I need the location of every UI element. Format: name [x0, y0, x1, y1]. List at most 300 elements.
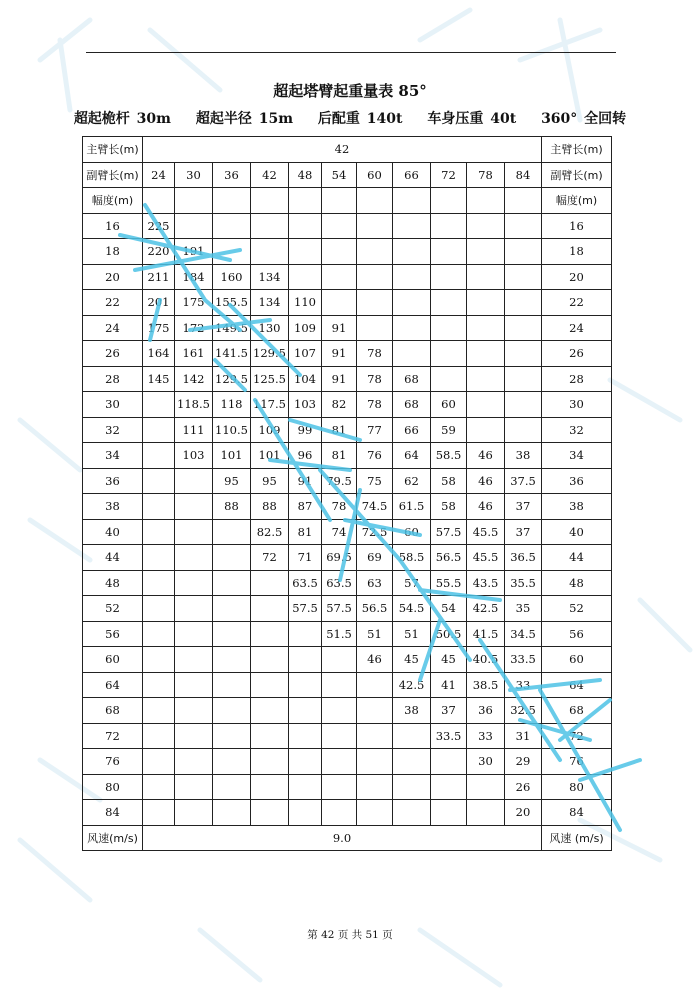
radius-cell: 34	[83, 443, 143, 469]
capacity-cell	[143, 417, 175, 443]
capacity-cell: 101	[251, 443, 289, 469]
capacity-cell	[213, 239, 251, 265]
capacity-cell: 33.5	[505, 647, 542, 673]
capacity-cell	[467, 213, 505, 239]
jib-length-header: 42	[251, 162, 289, 188]
radius-cell-right: 72	[542, 723, 612, 749]
capacity-cell: 109	[251, 417, 289, 443]
capacity-cell: 211	[143, 264, 175, 290]
capacity-cell	[213, 570, 251, 596]
capacity-cell	[143, 672, 175, 698]
table-row	[83, 264, 612, 290]
jib-length-header: 36	[213, 162, 251, 188]
capacity-cell	[431, 239, 467, 265]
radius-cell-right: 20	[542, 264, 612, 290]
capacity-cell: 37	[505, 519, 542, 545]
main-boom-value: 42	[143, 137, 542, 163]
table-row	[83, 239, 612, 265]
capacity-cell	[393, 213, 431, 239]
capacity-cell	[143, 698, 175, 724]
capacity-cell	[175, 621, 213, 647]
capacity-cell: 61.5	[393, 494, 431, 520]
capacity-cell	[289, 213, 322, 239]
capacity-cell	[357, 698, 393, 724]
radius-cell: 56	[83, 621, 143, 647]
capacity-cell	[393, 341, 431, 367]
capacity-cell: 161	[175, 341, 213, 367]
capacity-cell: 32.5	[505, 698, 542, 724]
radius-cell-right: 68	[542, 698, 612, 724]
capacity-cell	[393, 290, 431, 316]
radius-cell-right: 84	[542, 800, 612, 826]
jib-length-row	[83, 162, 612, 188]
wind-speed-label-right: 风速 (m/s)	[542, 825, 612, 851]
capacity-cell	[322, 290, 357, 316]
capacity-cell: 201	[143, 290, 175, 316]
capacity-cell: 184	[175, 264, 213, 290]
empty-cell	[143, 188, 175, 214]
radius-cell: 76	[83, 749, 143, 775]
main-boom-label-right: 主臂长(m)	[542, 137, 612, 163]
radius-header-row	[83, 188, 612, 214]
capacity-cell	[505, 239, 542, 265]
table-row	[83, 519, 612, 545]
radius-cell: 28	[83, 366, 143, 392]
capacity-cell: 58	[431, 468, 467, 494]
empty-cell	[505, 188, 542, 214]
capacity-cell: 38.5	[467, 672, 505, 698]
capacity-cell	[357, 239, 393, 265]
capacity-cell	[357, 672, 393, 698]
capacity-cell	[505, 366, 542, 392]
capacity-cell: 68	[393, 366, 431, 392]
main-boom-label: 主臂长(m)	[83, 137, 143, 163]
capacity-cell: 41.5	[467, 621, 505, 647]
capacity-cell	[213, 519, 251, 545]
capacity-cell: 35	[505, 596, 542, 622]
capacity-cell	[143, 774, 175, 800]
radius-cell: 40	[83, 519, 143, 545]
capacity-cell: 64	[393, 443, 431, 469]
jib-length-header: 78	[467, 162, 505, 188]
radius-cell: 36	[83, 468, 143, 494]
capacity-cell: 51.5	[322, 621, 357, 647]
capacity-cell	[393, 723, 431, 749]
capacity-cell: 37.5	[505, 468, 542, 494]
jib-length-header: 54	[322, 162, 357, 188]
capacity-cell: 57.5	[431, 519, 467, 545]
capacity-cell	[143, 596, 175, 622]
capacity-cell	[289, 647, 322, 673]
capacity-cell	[322, 647, 357, 673]
capacity-cell: 87	[289, 494, 322, 520]
capacity-cell: 36	[467, 698, 505, 724]
table-row	[83, 290, 612, 316]
empty-cell	[289, 188, 322, 214]
table-row	[83, 494, 612, 520]
capacity-cell: 175	[143, 315, 175, 341]
capacity-cell	[322, 800, 357, 826]
radius-cell: 52	[83, 596, 143, 622]
capacity-cell	[322, 239, 357, 265]
capacity-cell	[289, 749, 322, 775]
capacity-cell: 191	[175, 239, 213, 265]
capacity-cell: 58	[431, 494, 467, 520]
capacity-cell	[175, 519, 213, 545]
capacity-cell: 30	[467, 749, 505, 775]
capacity-cell	[467, 392, 505, 418]
capacity-cell	[175, 647, 213, 673]
radius-cell: 20	[83, 264, 143, 290]
empty-cell	[175, 188, 213, 214]
capacity-cell	[357, 774, 393, 800]
capacity-cell	[393, 749, 431, 775]
radius-cell-right: 16	[542, 213, 612, 239]
carbody-weight: 车身压重 40t	[427, 111, 517, 127]
capacity-cell: 101	[213, 443, 251, 469]
capacity-cell	[431, 366, 467, 392]
capacity-cell	[251, 239, 289, 265]
capacity-cell: 134	[251, 290, 289, 316]
super-radius: 超起半径 15m	[195, 111, 294, 127]
capacity-cell	[431, 290, 467, 316]
radius-cell-right: 28	[542, 366, 612, 392]
slew-range: 360° 全回转	[541, 111, 627, 127]
capacity-cell: 78	[357, 366, 393, 392]
capacity-cell: 95	[251, 468, 289, 494]
empty-cell	[393, 188, 431, 214]
capacity-cell: 41	[431, 672, 467, 698]
capacity-cell: 220	[143, 239, 175, 265]
capacity-cell: 78	[357, 392, 393, 418]
capacity-cell	[213, 621, 251, 647]
capacity-cell: 57	[393, 570, 431, 596]
capacity-cell: 125.5	[251, 366, 289, 392]
capacity-cell	[431, 213, 467, 239]
capacity-cell: 149.5	[213, 315, 251, 341]
capacity-cell	[175, 774, 213, 800]
wind-speed-row	[83, 825, 612, 851]
table-row	[83, 468, 612, 494]
capacity-cell	[393, 264, 431, 290]
table-row	[83, 723, 612, 749]
capacity-cell	[467, 239, 505, 265]
radius-cell-right: 18	[542, 239, 612, 265]
capacity-cell: 66	[393, 417, 431, 443]
capacity-cell: 118.5	[175, 392, 213, 418]
capacity-cell	[393, 774, 431, 800]
capacity-cell	[505, 264, 542, 290]
capacity-cell	[213, 749, 251, 775]
capacity-cell	[357, 800, 393, 826]
capacity-cell: 51	[357, 621, 393, 647]
capacity-cell	[357, 315, 393, 341]
radius-cell-right: 40	[542, 519, 612, 545]
capacity-cell: 59	[431, 417, 467, 443]
radius-label: 幅度(m)	[83, 188, 143, 214]
capacity-cell	[251, 647, 289, 673]
capacity-cell: 145	[143, 366, 175, 392]
radius-cell-right: 30	[542, 392, 612, 418]
capacity-cell: 29	[505, 749, 542, 775]
capacity-cell: 117.5	[251, 392, 289, 418]
capacity-cell	[251, 596, 289, 622]
capacity-cell	[143, 545, 175, 571]
radius-cell-right: 80	[542, 774, 612, 800]
capacity-cell	[213, 647, 251, 673]
wind-speed-value: 9.0	[143, 825, 542, 851]
capacity-cell: 38	[393, 698, 431, 724]
capacity-cell	[505, 392, 542, 418]
table-row	[83, 596, 612, 622]
capacity-cell	[467, 341, 505, 367]
radius-cell-right: 64	[542, 672, 612, 698]
capacity-cell	[175, 468, 213, 494]
capacity-cell	[505, 315, 542, 341]
table-row	[83, 417, 612, 443]
capacity-cell	[289, 800, 322, 826]
radius-label-right: 幅度(m)	[542, 188, 612, 214]
table-row	[83, 545, 612, 571]
capacity-cell: 81	[322, 443, 357, 469]
capacity-cell	[251, 213, 289, 239]
capacity-cell: 63.5	[289, 570, 322, 596]
capacity-cell: 42.5	[393, 672, 431, 698]
capacity-cell: 63	[357, 570, 393, 596]
table-row	[83, 341, 612, 367]
radius-cell: 16	[83, 213, 143, 239]
radius-cell: 24	[83, 315, 143, 341]
capacity-cell	[467, 315, 505, 341]
wind-speed-label: 风速(m/s)	[83, 825, 143, 851]
capacity-cell: 110.5	[213, 417, 251, 443]
capacity-cell: 63.5	[322, 570, 357, 596]
capacity-cell	[505, 213, 542, 239]
capacity-cell: 134	[251, 264, 289, 290]
capacity-cell	[393, 239, 431, 265]
capacity-cell: 103	[175, 443, 213, 469]
capacity-cell	[289, 774, 322, 800]
empty-cell	[357, 188, 393, 214]
capacity-cell: 60	[431, 392, 467, 418]
capacity-cell	[143, 468, 175, 494]
capacity-cell: 141.5	[213, 341, 251, 367]
capacity-cell	[431, 264, 467, 290]
capacity-cell	[431, 749, 467, 775]
capacity-cell: 78	[357, 341, 393, 367]
jib-length-header: 60	[357, 162, 393, 188]
capacity-cell: 71	[289, 545, 322, 571]
radius-cell: 26	[83, 341, 143, 367]
header-rule	[86, 52, 616, 53]
capacity-cell	[431, 800, 467, 826]
page-footer: 第 42 页 共 51 页	[307, 929, 393, 941]
capacity-cell	[289, 621, 322, 647]
capacity-cell	[357, 264, 393, 290]
capacity-cell: 37	[505, 494, 542, 520]
capacity-cell: 36.5	[505, 545, 542, 571]
capacity-cell: 96	[289, 443, 322, 469]
radius-cell: 64	[83, 672, 143, 698]
capacity-cell	[213, 800, 251, 826]
capacity-cell	[175, 749, 213, 775]
capacity-cell	[251, 774, 289, 800]
capacity-cell	[322, 749, 357, 775]
jib-length-header: 30	[175, 162, 213, 188]
capacity-cell: 35.5	[505, 570, 542, 596]
main-boom-row	[83, 137, 612, 163]
radius-cell-right: 56	[542, 621, 612, 647]
capacity-cell: 45	[393, 647, 431, 673]
table-row	[83, 672, 612, 698]
capacity-cell: 57.5	[322, 596, 357, 622]
capacity-cell	[467, 417, 505, 443]
capacity-cell	[175, 494, 213, 520]
capacity-cell	[251, 621, 289, 647]
radius-cell: 30	[83, 392, 143, 418]
table-row	[83, 315, 612, 341]
empty-cell	[251, 188, 289, 214]
radius-cell-right: 26	[542, 341, 612, 367]
capacity-cell	[357, 723, 393, 749]
mast-length: 超起桅杆 30m	[73, 111, 171, 127]
capacity-cell: 58.5	[431, 443, 467, 469]
capacity-cell: 110	[289, 290, 322, 316]
capacity-cell	[393, 315, 431, 341]
capacity-cell	[143, 443, 175, 469]
capacity-cell: 56.5	[431, 545, 467, 571]
empty-cell	[431, 188, 467, 214]
capacity-cell: 74.5	[357, 494, 393, 520]
radius-cell-right: 24	[542, 315, 612, 341]
table-row	[83, 698, 612, 724]
capacity-cell: 54	[431, 596, 467, 622]
capacity-cell: 69.5	[322, 545, 357, 571]
capacity-cell	[213, 596, 251, 622]
capacity-cell: 88	[251, 494, 289, 520]
capacity-cell: 57.5	[289, 596, 322, 622]
capacity-cell	[143, 570, 175, 596]
radius-cell: 48	[83, 570, 143, 596]
page-title: 超起塔臂起重量表 85°	[273, 82, 427, 100]
capacity-cell	[175, 213, 213, 239]
capacity-cell: 225	[143, 213, 175, 239]
capacity-cell: 46	[467, 494, 505, 520]
capacity-cell	[322, 264, 357, 290]
table-row	[83, 366, 612, 392]
capacity-cell: 75	[357, 468, 393, 494]
capacity-cell: 55.5	[431, 570, 467, 596]
capacity-cell: 69	[357, 545, 393, 571]
capacity-cell: 130	[251, 315, 289, 341]
jib-length-header: 48	[289, 162, 322, 188]
capacity-cell: 79.5	[322, 468, 357, 494]
capacity-cell	[357, 213, 393, 239]
capacity-cell	[175, 723, 213, 749]
capacity-cell	[322, 213, 357, 239]
radius-cell-right: 52	[542, 596, 612, 622]
capacity-cell: 33.5	[431, 723, 467, 749]
radius-cell-right: 34	[542, 443, 612, 469]
capacity-cell: 68	[393, 392, 431, 418]
radius-cell-right: 48	[542, 570, 612, 596]
radius-cell-right: 44	[542, 545, 612, 571]
radius-cell: 44	[83, 545, 143, 571]
capacity-cell	[143, 647, 175, 673]
capacity-cell: 77	[357, 417, 393, 443]
capacity-cell: 37	[431, 698, 467, 724]
capacity-cell	[357, 749, 393, 775]
table-row	[83, 621, 612, 647]
capacity-cell: 31	[505, 723, 542, 749]
counterweight: 后配重 140t	[317, 111, 403, 127]
capacity-cell: 54.5	[393, 596, 431, 622]
capacity-cell: 38	[505, 443, 542, 469]
capacity-cell: 45	[431, 647, 467, 673]
capacity-cell: 104	[289, 366, 322, 392]
capacity-cell	[251, 723, 289, 749]
capacity-cell: 88	[213, 494, 251, 520]
radius-cell: 80	[83, 774, 143, 800]
radius-cell: 72	[83, 723, 143, 749]
capacity-cell: 175	[175, 290, 213, 316]
empty-cell	[322, 188, 357, 214]
capacity-cell: 43.5	[467, 570, 505, 596]
capacity-cell: 109	[289, 315, 322, 341]
jib-length-label: 副臂长(m)	[83, 162, 143, 188]
table-row	[83, 647, 612, 673]
radius-cell: 38	[83, 494, 143, 520]
capacity-cell: 91	[322, 341, 357, 367]
radius-cell-right: 38	[542, 494, 612, 520]
capacity-cell	[322, 774, 357, 800]
capacity-cell: 81	[322, 417, 357, 443]
capacity-cell: 72.5	[357, 519, 393, 545]
capacity-cell	[322, 723, 357, 749]
capacity-cell	[467, 366, 505, 392]
capacity-cell: 40.5	[467, 647, 505, 673]
capacity-cell	[505, 417, 542, 443]
capacity-cell: 103	[289, 392, 322, 418]
table-row	[83, 213, 612, 239]
radius-cell: 68	[83, 698, 143, 724]
capacity-cell	[251, 698, 289, 724]
radius-cell-right: 32	[542, 417, 612, 443]
jib-length-label-right: 副臂长(m)	[542, 162, 612, 188]
capacity-cell: 34.5	[505, 621, 542, 647]
capacity-cell: 45.5	[467, 545, 505, 571]
capacity-cell: 56.5	[357, 596, 393, 622]
jib-length-header: 66	[393, 162, 431, 188]
capacity-cell	[143, 621, 175, 647]
radius-cell: 22	[83, 290, 143, 316]
capacity-cell: 20	[505, 800, 542, 826]
capacity-cell	[322, 698, 357, 724]
radius-cell: 84	[83, 800, 143, 826]
capacity-cell	[175, 698, 213, 724]
capacity-cell	[289, 264, 322, 290]
capacity-cell	[467, 774, 505, 800]
capacity-cell: 129.5	[213, 366, 251, 392]
capacity-cell: 50.5	[431, 621, 467, 647]
capacity-cell	[143, 723, 175, 749]
capacity-cell: 76	[357, 443, 393, 469]
capacity-cell: 78	[322, 494, 357, 520]
capacity-cell	[175, 672, 213, 698]
radius-cell-right: 60	[542, 647, 612, 673]
capacity-cell	[213, 672, 251, 698]
capacity-cell: 42.5	[467, 596, 505, 622]
